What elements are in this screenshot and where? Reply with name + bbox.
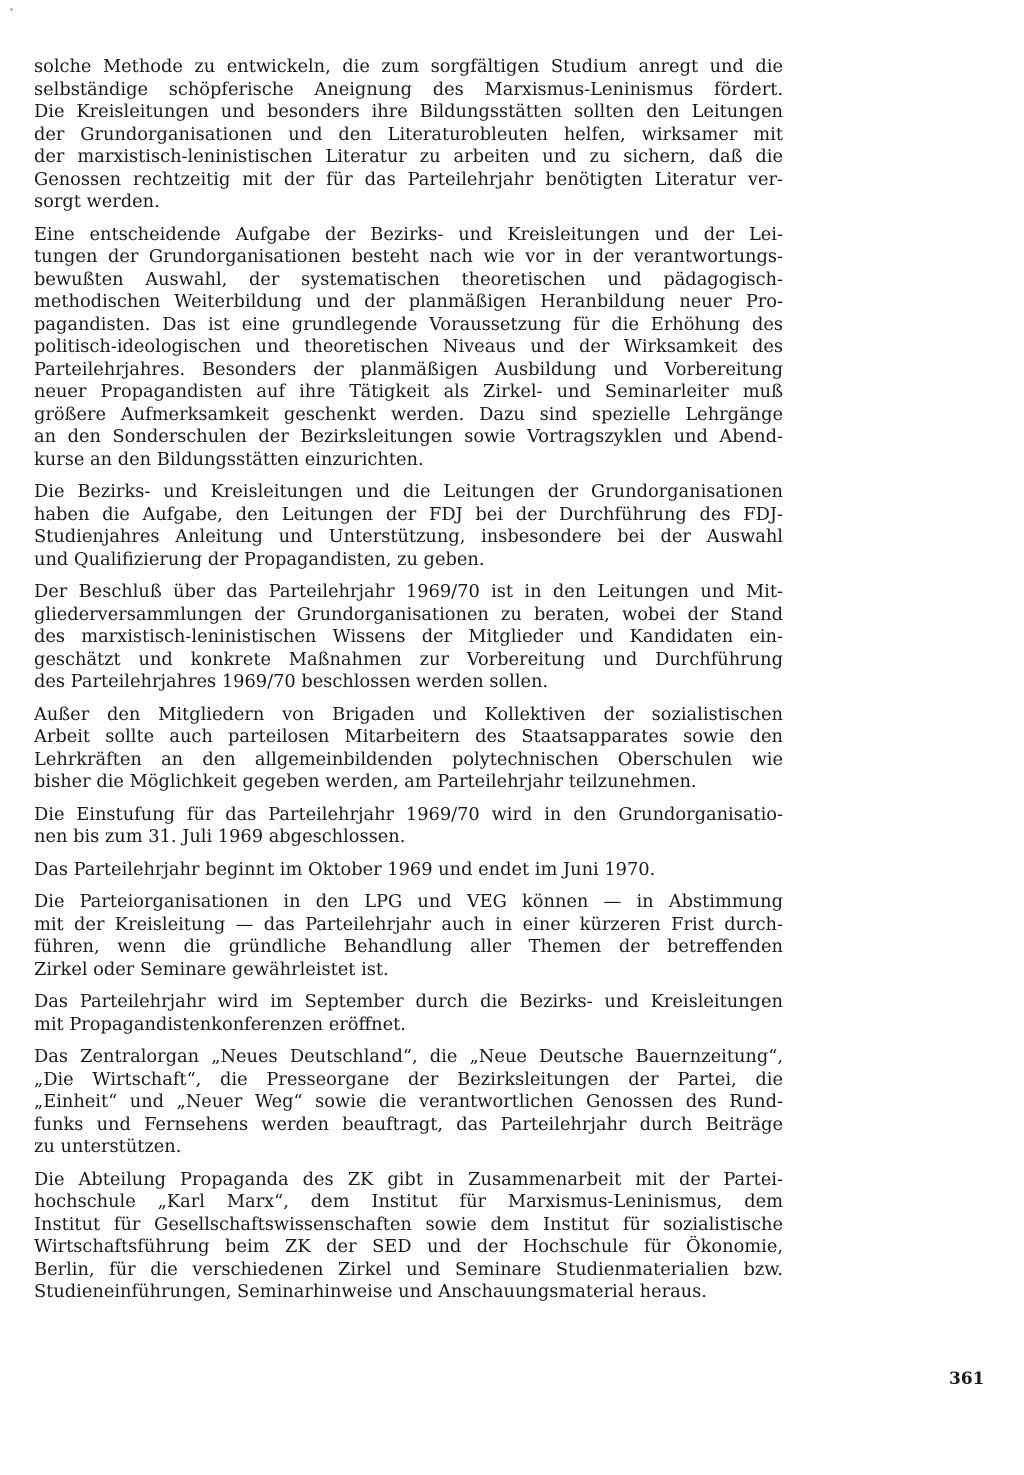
paragraph (34, 56, 783, 214)
text-line: des marxistisch-leninistischen Wissens der Mitglieder und Kandidaten ein- (34, 626, 783, 647)
text-line: hochschule „Karl Marx“, dem Institut für Marxismus-Leninismus, dem (34, 1191, 783, 1212)
text-line: neuer Propagandisten auf ihre Tätigkeit als Zirkel- und Seminarleiter muß (34, 381, 783, 402)
text-line: bewußten Auswahl, der systematischen theoretischen und pädagogisch- (34, 268, 783, 290)
text-line: Berlin, für die verschiedenen Zirkel und Seminare Studienmaterialien bzw. (34, 1258, 783, 1280)
text-line: „Einheit“ und „Neuer Weg“ sowie die verantwortlichen Genossen des Rund- (34, 1091, 783, 1112)
text-line: Die Einstufung für das Parteilehrjahr 1969/70 wird in den Grundorganisatio- (34, 803, 783, 825)
text-line: Zirkel oder Seminare gewährleistet ist. (34, 958, 389, 980)
text-line: haben die Aufgabe, den Leitungen der FDJ bei der Durchführung des FDJ- (34, 503, 783, 525)
text-line: Studieneinführungen, Seminarhinweise und Anschauungsmaterial heraus. (34, 1281, 707, 1302)
text-line: bisher die Möglichkeit gegeben werden, am Parteilehrjahr teilzunehmen. (34, 771, 697, 792)
paragraph (34, 891, 783, 981)
text-line: selbständige schöpferische Aneignung des Marxismus-Leninismus fördert. (34, 78, 783, 100)
text-line: methodischen Weiterbildung und der planmäßigen Heranbildung neuer Pro- (34, 291, 783, 312)
text-line: Genossen rechtzeitig mit der für das Parteilehrjahr benötigten Literatur ver- (34, 168, 783, 190)
text-line: Die Parteiorganisationen in den LPG und VEG können — in Abstimmung (34, 891, 783, 912)
text-line: und Qualifizierung der Propagandisten, zu geben. (34, 548, 485, 570)
text-line: gliederversammlungen der Grundorganisationen zu beraten, wobei der Stand (34, 603, 783, 625)
body-text (34, 56, 783, 1314)
text-line: Das Zentralorgan „Neues Deutschland“, die „Neue Deutsche Bauernzeitung“, (34, 1046, 783, 1067)
text-line: Lehrkräften an den allgemeinbildenden polytechnischen Oberschulen wie (34, 748, 783, 770)
text-line: Parteilehrjahres. Besonders der planmäßigen Ausbildung und Vorbereitung (34, 358, 783, 380)
paragraph (34, 1169, 783, 1304)
text-line: der Grundorganisationen und den Literaturobleuten helfen, wirksamer mit (34, 123, 783, 145)
text-line: führen, wenn die gründliche Behandlung aller Themen der betreffenden (34, 936, 783, 957)
text-line: Der Beschluß über das Parteilehrjahr 1969/70 ist in den Leitungen und Mit- (34, 581, 783, 602)
paragraph (34, 991, 783, 1036)
text-line: Eine entscheidende Aufgabe der Bezirks- und Kreisleitungen und der Lei- (34, 223, 783, 245)
text-line: größere Aufmerksamkeit geschenkt werden. Dazu sind spezielle Lehrgänge (34, 403, 783, 425)
text-line: pagandisten. Das ist eine grundlegende Voraussetzung für die Erhöhung des (34, 313, 783, 335)
text-line: „Die Wirtschaft“, die Presseorgane der Bezirksleitungen der Partei, die (34, 1068, 783, 1090)
text-line: des Parteilehrjahres 1969/70 beschlossen werden sollen. (34, 671, 549, 692)
text-line: Arbeit sollte auch parteilosen Mitarbeitern des Staatsapparates sowie den (34, 726, 783, 747)
text-line: Außer den Mitgliedern von Brigaden und Kollektiven der sozialistischen (34, 703, 783, 725)
text-line: zu unterstützen. (34, 1136, 182, 1157)
text-line: solche Methode zu entwickeln, die zum sorgfältigen Studium anregt und die (34, 56, 783, 77)
text-line: Die Bezirks- und Kreisleitungen und die Leitungen der Grundorganisationen (34, 481, 783, 502)
scan-speck (10, 8, 13, 11)
paragraph (34, 481, 783, 571)
text-line: kurse an den Bildungsstätten einzurichten. (34, 448, 424, 470)
paragraph (34, 581, 783, 694)
text-line: Studienjahres Anleitung und Unterstützung, insbesondere bei der Auswahl (34, 526, 783, 547)
text-line: funks und Fernsehens werden beauftragt, das Parteilehrjahr durch Beiträge (34, 1113, 783, 1135)
text-line: nen bis zum 31. Juli 1969 abgeschlossen. (34, 826, 406, 847)
text-line: an den Sonderschulen der Bezirksleitungen sowie Vortragszyklen und Abend- (34, 426, 783, 447)
paragraph (34, 224, 783, 472)
text-line: Institut für Gesellschaftswissenschaften sowie dem Institut für sozialistische (34, 1213, 783, 1235)
text-line: geschätzt und konkrete Maßnahmen zur Vorbereitung und Durchführung (34, 648, 783, 670)
text-line: sorgt werden. (34, 191, 160, 212)
text-line: politisch-ideologischen und theoretischen Niveaus und der Wirksamkeit des (34, 336, 783, 357)
paragraph (34, 1046, 783, 1159)
text-line: Die Abteilung Propaganda des ZK gibt in Zusammenarbeit mit der Partei- (34, 1168, 783, 1190)
page-number: 361 (949, 1369, 985, 1389)
text-line: der marxistisch-leninistischen Literatur zu arbeiten und zu sichern, daß die (34, 146, 783, 167)
text-line: Das Parteilehrjahr wird im September durch die Bezirks- und Kreisleitungen (34, 991, 783, 1012)
text-line: Das Parteilehrjahr beginnt im Oktober 1969 und endet im Juni 1970. (34, 858, 656, 880)
paragraph (34, 704, 783, 794)
text-line: Die Kreisleitungen und besonders ihre Bildungsstätten sollten den Leitungen (34, 101, 783, 122)
text-line: mit Propagandistenkonferenzen eröffnet. (34, 1013, 406, 1035)
text-line: mit der Kreisleitung — das Parteilehrjahr auch in einer kürzeren Frist durch- (34, 913, 783, 935)
paragraph (34, 859, 783, 882)
text-line: tungen der Grundorganisationen besteht nach wie vor in der verantwortungs- (34, 246, 783, 267)
paragraph (34, 804, 783, 849)
text-line: Wirtschaftsführung beim ZK der SED und der Hochschule für Ökonomie, (34, 1236, 783, 1257)
